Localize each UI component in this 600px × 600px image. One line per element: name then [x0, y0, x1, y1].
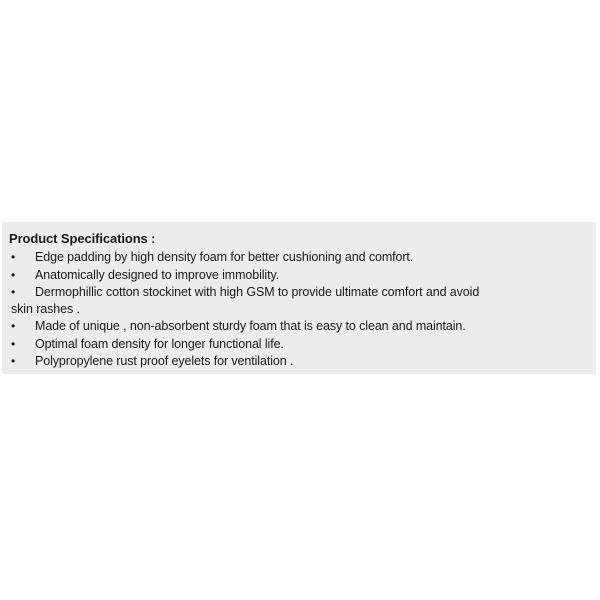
list-item-text: Optimal foam density for longer functional life. [35, 336, 284, 351]
list-item-text: Edge padding by high density foam for better cushioning and comfort. [35, 250, 414, 264]
specifications-title: Product Specifications : [9, 231, 156, 246]
list-item-text: Anatomically designed to improve immobility. [35, 267, 280, 282]
list-item [9, 284, 596, 317]
list-item-text: Dermophillic cotton stockinet with high GSM to provide ultimate comfort and avoid [35, 285, 480, 299]
bullet-icon: • [11, 354, 16, 368]
specifications-panel [2, 222, 596, 374]
bullet-icon: • [11, 285, 16, 299]
bullet-icon: • [11, 250, 16, 264]
specifications-list [9, 249, 596, 370]
list-item-continuation: skin rashes . [11, 301, 80, 316]
bullet-icon: • [11, 267, 16, 282]
list-item [9, 318, 596, 335]
list-item [9, 249, 596, 266]
list-item-text: Polypropylene rust proof eyelets for ventilation . [35, 354, 294, 368]
bullet-icon: • [11, 336, 16, 351]
list-item [9, 336, 596, 353]
list-item-text: Made of unique , non-absorbent sturdy foam that is easy to clean and maintain. [35, 319, 466, 333]
list-item [9, 353, 596, 370]
bullet-icon: • [11, 319, 16, 333]
list-item [9, 267, 596, 284]
